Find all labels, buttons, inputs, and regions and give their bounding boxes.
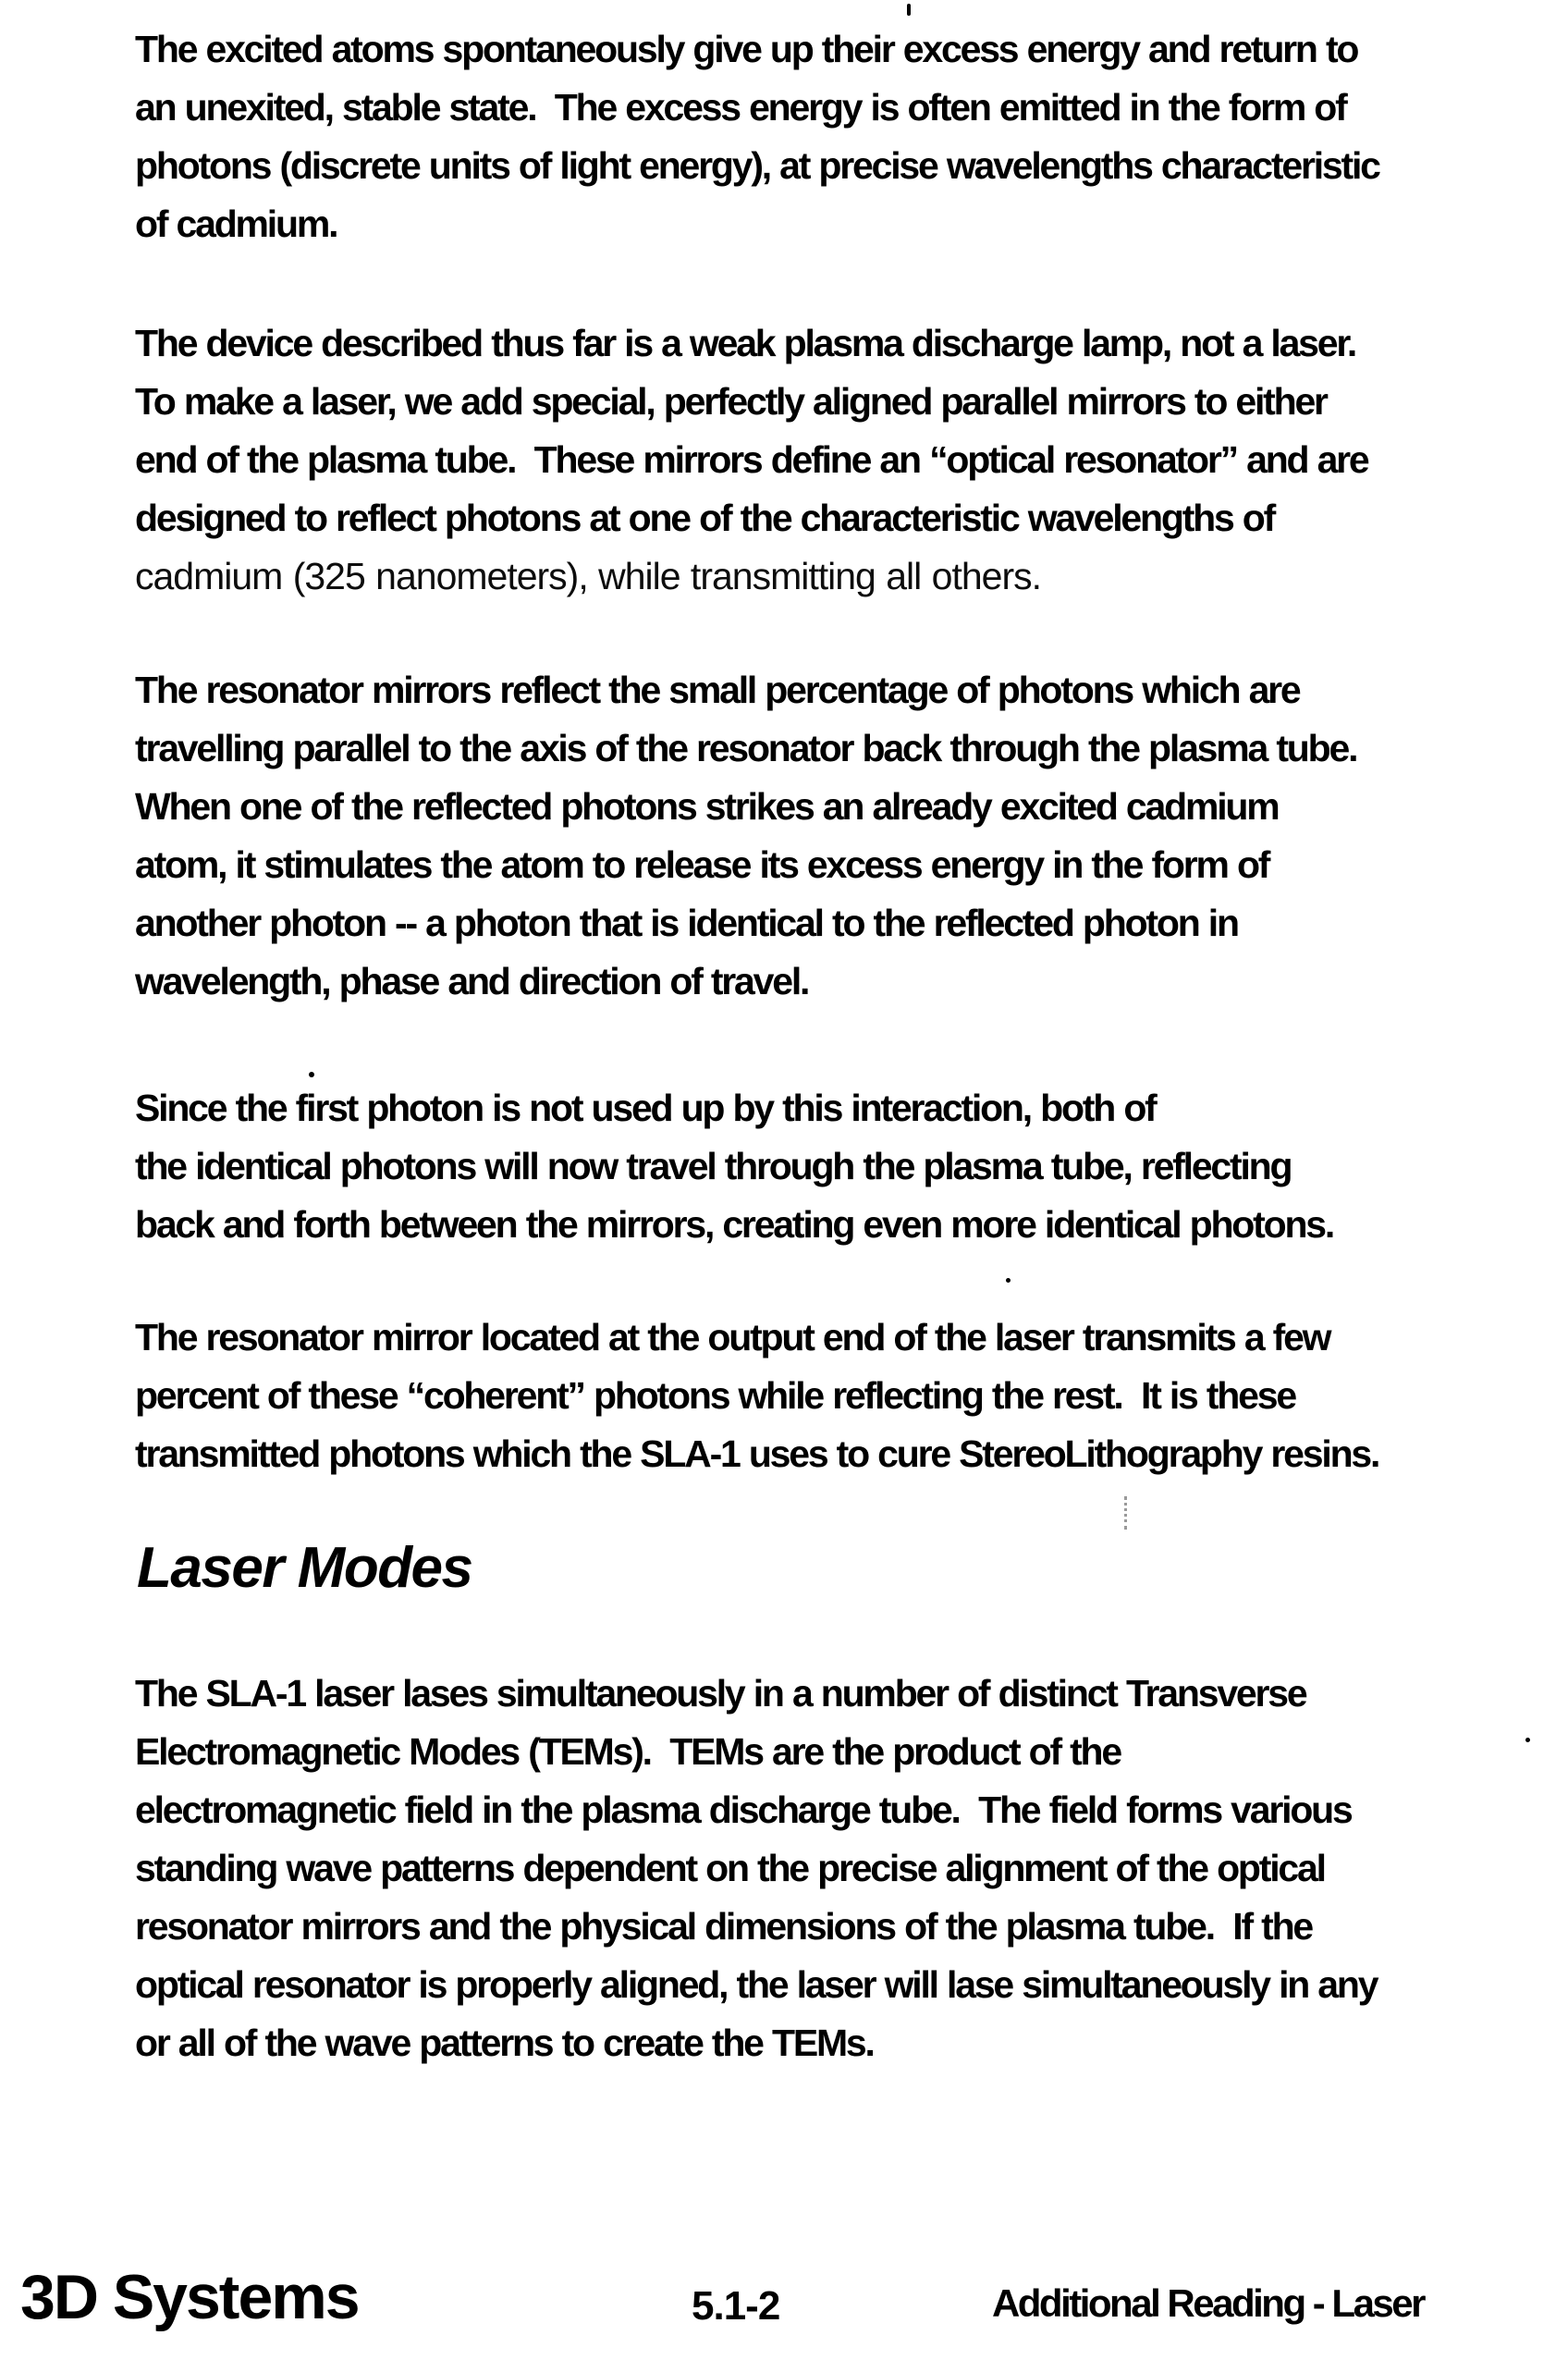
scan-artifact-tick bbox=[907, 4, 911, 16]
section-heading-laser-modes: Laser Modes bbox=[137, 1536, 472, 1600]
footer-section-title: Additional Reading - Laser bbox=[991, 2281, 1424, 2325]
page-body-text bbox=[135, 0, 1559, 2072]
paragraph-resonator-mirrors: The resonator mirrors reflect the small percentage of photons which are travelling parallel to the axis of the resonator back through the plasma tube. When one of the reflected photons strikes an already excited cadmium atom, it stimulates the atom to release its excess energy in the form of another photon -- a photon that is identical to the reflected photon in wavelength, phase and direction of travel. bbox=[135, 669, 1357, 1002]
scan-artifact-dot bbox=[309, 1072, 314, 1077]
paragraph-laser-modes-body: The SLA-1 laser lases simultaneously in a number of distinct Transverse Electromagnetic Modes (TEMs). TEMs are the product of the electromagnetic field in the plasma discharge tube. The field forms various standing wave patterns dependent on the precise alignment of the optical resonator mirrors and the physical dimensions of the plasma tube. If the optical resonator is properly aligned, the laser will lase simultaneously in any or all of the wave patterns to create the TEMs. bbox=[135, 1672, 1378, 2064]
paragraph-device-described-faded-line: cadmium (325 nanometers), while transmitting all others. bbox=[135, 555, 1041, 597]
scan-artifact-dotted-mark bbox=[1124, 1496, 1127, 1530]
paragraph-first-photon: Since the first photon is not used up by this interaction, both of the identical photons will now travel through the plasma tube, reflecting back and forth between the mirrors, creating even more identical photons. bbox=[135, 1087, 1334, 1246]
paragraph-excited-atoms: The excited atoms spontaneously give up their excess energy and return to an unexited, stable state. The excess energy is often emitted in the form of photons (discrete units of light energy), at precise wavelengths characteristic of cadmium. bbox=[135, 28, 1379, 245]
footer-brand: 3D Systems bbox=[20, 2262, 359, 2332]
scan-artifact-dot bbox=[1006, 1278, 1011, 1283]
paragraph-device-described: The device described thus far is a weak plasma discharge lamp, not a laser. To make a laser, we add special, perfectly aligned parallel mirrors to either end of the plasma tube. These mirrors define an “optical resonator” and are designed to reflect photons at one of the characteristic wavelengths of bbox=[135, 322, 1368, 539]
footer-page-number: 5.1-2 bbox=[692, 2283, 780, 2329]
paragraph-output-mirror: The resonator mirror located at the output end of the laser transmits a few percent of these “coherent” photons while reflecting the rest. It is these transmitted photons which the SLA-1 uses to cure StereoLithography resins. bbox=[135, 1316, 1379, 1475]
scan-artifact-dot bbox=[1525, 1738, 1530, 1742]
